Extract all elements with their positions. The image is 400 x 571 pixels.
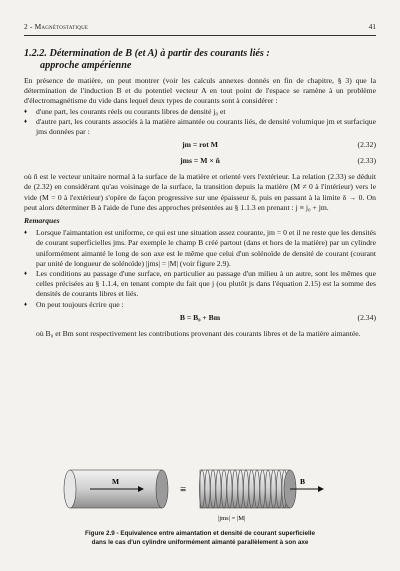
equation [24,140,376,153]
equation [24,156,376,169]
equivalence-sign: ≡ [180,484,187,496]
paragraph: où B₀ et Bm sont respectivement les contributions provenant des courants libres et de la matière aimantée. [36,328,361,338]
body-text [24,76,376,339]
paragraph: où n̂ est le vecteur unitaire normal à la surface de la matière et orienté vers l'extérieur. La relation (2.33) se déduit de (2.32) en considérant qu'au voisinage de la surface, la transition depuis la matière (M ≠ 0 à l'intérieur) vers le vide (M = 0 à l'extérieur) s'opère de façon progressive sur une épaisseur δ, puis en passant à la limite δ → 0. On peut alors déterminer B à l'aide de l'une des approches présentées au § 1.1.3 en prenant : j ≡ j₀ + jm. [24,172,376,212]
equation-number: (2.33) [357,156,376,166]
equation [24,313,376,326]
header-rule [24,35,376,36]
label-b: B [300,477,306,486]
remark-item: ♦ Les conditions au passage d'une surface, en particulier au passage d'un milieu à un autre, sont les mêmes que celles précisées au § 1.1.4, en tenant compte du fait que j (ou plutôt js dans l'équation 2.15) est la somme des densités de courants libres et liés. [24,269,376,300]
equation-number: (2.34) [357,312,376,322]
equation-number: (2.32) [357,140,376,150]
remark-item: ♦ On peut toujours écrire que : [24,300,376,310]
equation-body: jm = rot M [182,140,218,150]
magnetized-cylinder [64,470,168,508]
remarks-heading: Remarques [24,216,60,226]
caption-line1: Figure 2.9 - Equivalence entre aimantation et densité de courant superficielle [85,530,315,537]
label-m: M [112,477,120,486]
caption-line2: dans le cas d'un cylindre uniformément aimanté parallèlement à son axe [91,538,309,546]
section-title [24,48,376,72]
page-number: 41 [368,22,376,31]
arrowhead-icon [318,486,324,492]
equation-body: jms = M × n̂ [180,156,220,166]
bullet-item: ♦ d'une part, les courants réels ou courants libres de densité j₀ et [24,107,376,117]
running-header [24,22,376,34]
label-jms: |jms| = |M| [218,515,246,522]
figure-caption [40,530,360,547]
intro-paragraph: En présence de matière, on peut montrer (voir les calculs annexes donnés en fin de chapitre, § 3) que la détermination de l'induction B et du potentiel vecteur A en tout point de l'espace se ramène à un problème d'électromagnétisme du vide dans lequel deux types de courants sont à considérer : [24,76,376,106]
section-title-line2: approche ampérienne [40,60,132,71]
chapter-title: 2 - Magnétostatique [24,22,89,31]
figure-2-9 [60,458,340,524]
equation-body: B = B₀ + Bm [179,312,221,322]
bullet-item: ♦ d'autre part, les courants associés à la matière aimantée ou courants liés, de densité volumique jm et surfacique jms données par : [24,117,376,137]
section-title-line1: 1.2.2. Détermination de B (et A) à partir des courants liés : [24,48,270,59]
remark-item: ♦ Lorsque l'aimantation est uniforme, ce qui est une situation assez courante, jm = 0 et il ne reste que les densités de courant superficielles jms. Par exemple le champ B créé partout (dans et hors de la matière) par un cylindre uniformément aimanté le long de son axe est le même que celui d'un solénoïde de densité de courant (courant par unité de longueur de solénoïde) |jms| = |M| (voir figure 2.9). [24,228,376,269]
equivalent-solenoid [199,470,324,522]
